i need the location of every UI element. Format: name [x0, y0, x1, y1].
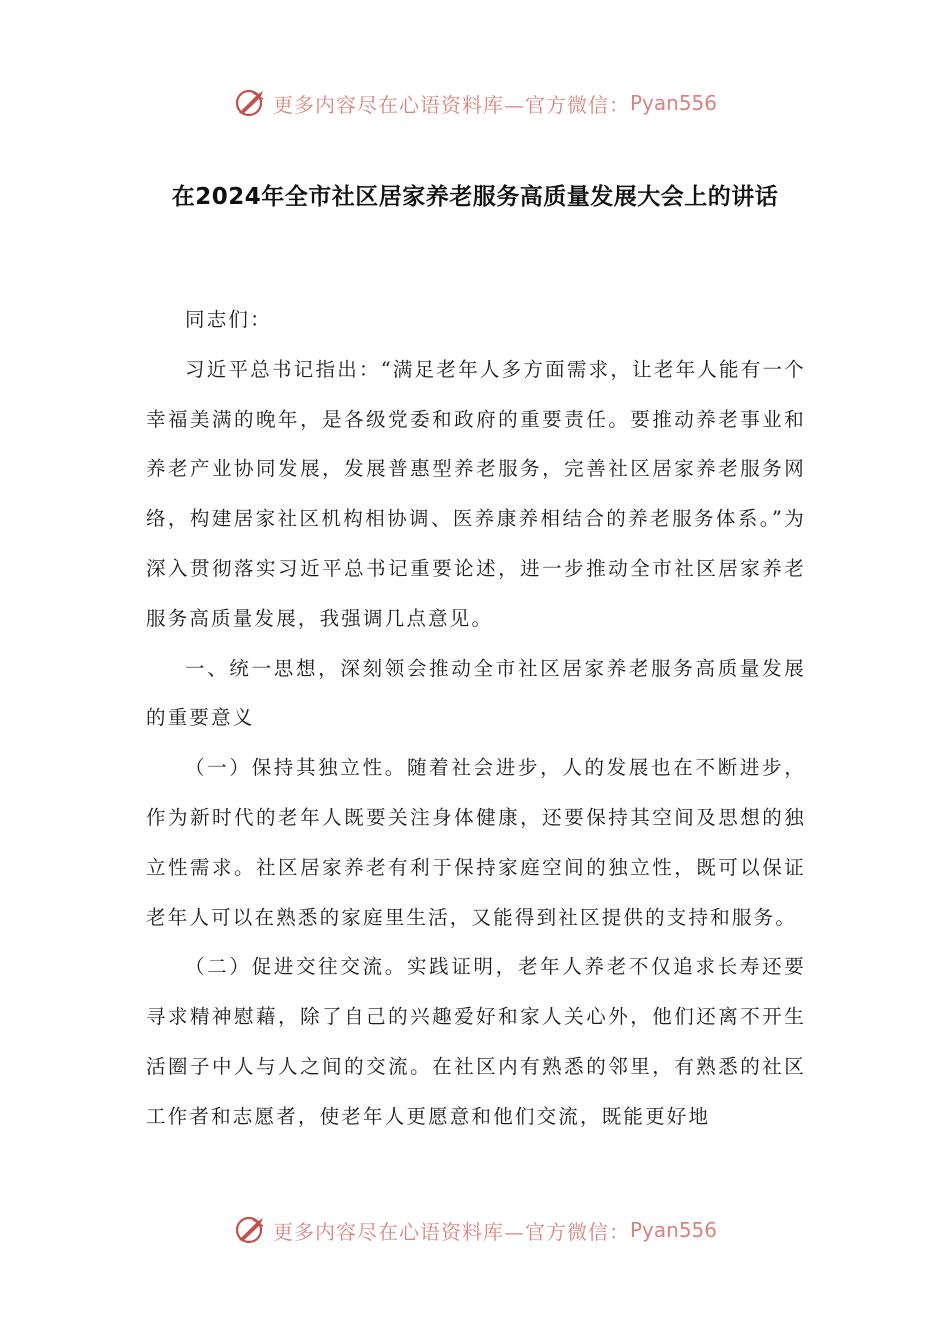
paragraph: （一）保持其独立性。随着社会进步，人的发展也在不断进步，作为新时代的老年人既要关注身体健康，还要保持其空间及思想的独立性需求。社区居家养老有利于保持家庭空间的独立性，既可以保证老年人可以在熟悉的家庭里生活，又能得到社区提供的支持和服务。 [146, 756, 806, 929]
quill-pen-logo-icon [233, 85, 269, 121]
quill-pen-logo-icon [233, 1212, 269, 1248]
watermark-text: 更多内容尽在心语资料库—官方微信： [272, 1219, 630, 1244]
document-body [146, 295, 806, 1142]
paragraph: （二）促进交往交流。实践证明，老年人养老不仅追求长寿还要寻求精神慰藉，除了自己的兴趣爱好和家人关心外，他们还离不开生活圈子中人与人之间的交流。在社区内有熟悉的邻里，有熟悉的社区工作者和志愿者，使老年人更愿意和他们交流，既能更好地 [146, 955, 806, 1128]
section-heading: 一、统一思想，深刻领会推动全市社区居家养老服务高质量发展的重要意义 [146, 656, 806, 730]
salutation: 同志们： [185, 308, 272, 331]
footer-watermark [0, 1210, 950, 1250]
paragraph: 习近平总书记指出：“满足老年人多方面需求，让老年人能有一个幸福美满的晚年，是各级党委和政府的重要责任。要推动养老事业和养老产业协同发展，发展普惠型养老服务，完善社区居家养老服务网络，构建居家社区机构相协调、医养康养相结合的养老服务体系。”为深入贯彻落实习近平总书记重要论述，进一步推动全市社区居家养老服务高质量发展，我强调几点意见。 [146, 357, 806, 630]
watermark-contact: Pyan556 [629, 91, 717, 115]
document-title: 在2024年全市社区居家养老服务高质量发展大会上的讲话 [171, 184, 779, 210]
header-watermark [0, 83, 950, 123]
watermark-contact: Pyan556 [629, 1218, 717, 1242]
watermark-text: 更多内容尽在心语资料库—官方微信： [272, 92, 630, 117]
